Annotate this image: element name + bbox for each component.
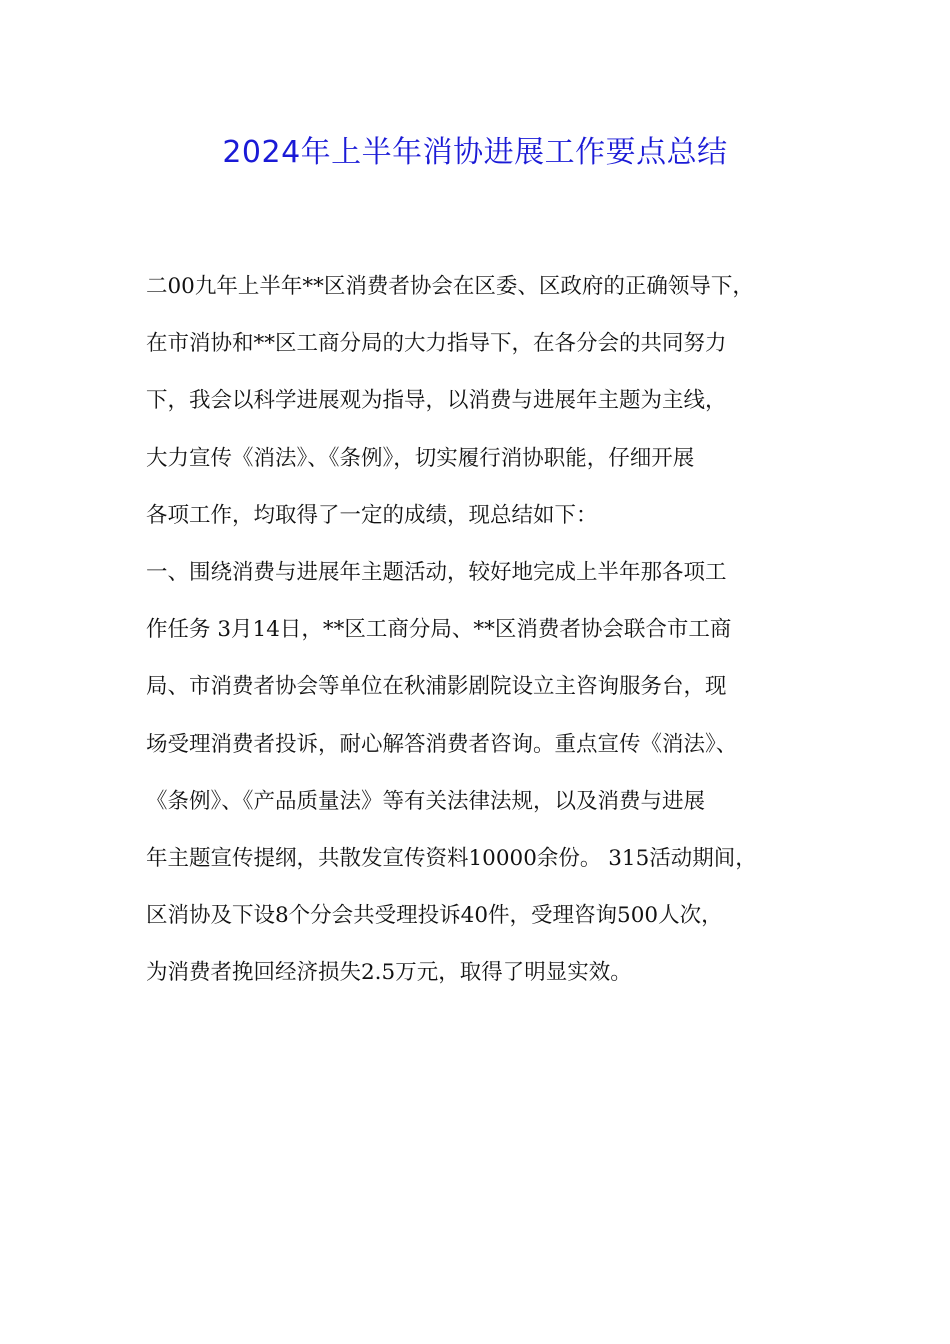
body-line: 作任务 3月14日，**区工商分局、**区消费者协会联合市工商: [146, 617, 732, 643]
body-line: 下，我会以科学进展观为指导，以消费与进展年主题为主线，: [146, 388, 727, 414]
body-line: 二00九年上半年**区消费者协会在区委、区政府的正确领导下，: [146, 274, 754, 299]
body-line: 一、围绕消费与进展年主题活动，较好地完成上半年那各项工: [146, 559, 727, 585]
document-title: 2024年上半年消协进展工作要点总结: [222, 135, 728, 170]
body-line: 区消协及下设8个分会共受理投诉40件，受理咨询500人次，: [146, 903, 723, 929]
document-body: [146, 258, 806, 1001]
body-line: 各项工作，均取得了一定的成绩，现总结如下：: [146, 502, 598, 528]
body-line: 《条例》、《产品质量法》等有关法律法规，以及消费与进展: [146, 788, 706, 814]
body-line: 年主题宣传提纲，共散发宣传资料10000余份。 315活动期间，: [146, 845, 757, 871]
body-line: 在市消协和**区工商分局的大力指导下，在各分会的共同努力: [146, 331, 727, 357]
body-line: 为消费者挽回经济损失2.5万元，取得了明显实效。: [146, 960, 632, 986]
body-line: 局、市消费者协会等单位在秋浦影剧院设立主咨询服务台，现: [146, 674, 727, 700]
body-line: 大力宣传《消法》、《条例》，切实履行消协职能，仔细开展: [146, 445, 695, 471]
body-line: 场受理消费者投诉，耐心解答消费者咨询。重点宣传《消法》、: [146, 731, 738, 757]
